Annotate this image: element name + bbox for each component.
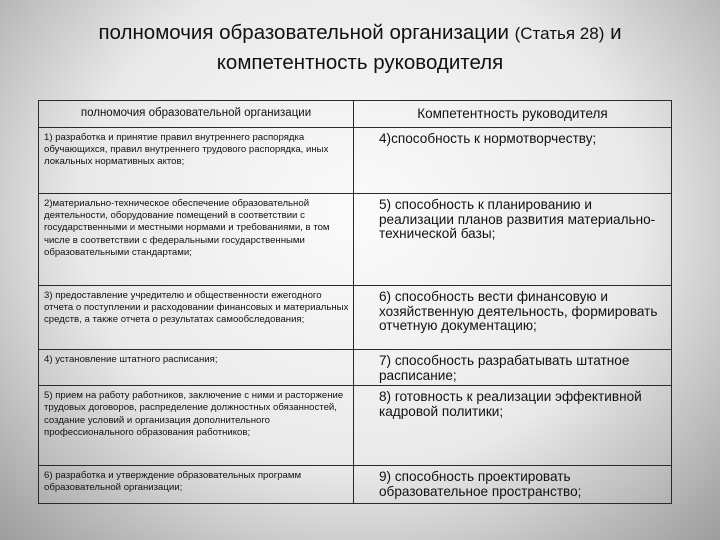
title-article-ref: (Статья 28): [514, 24, 605, 43]
competence-cell: 7) способность разрабатывать штатное расписание;: [354, 350, 672, 386]
table-row: [39, 286, 672, 350]
table-row: [39, 194, 672, 286]
title-line-1: [0, 18, 720, 48]
title-main-text: полномочия образовательной организации: [98, 21, 509, 44]
slide-title: [0, 18, 720, 77]
powers-competence-table: [38, 100, 672, 504]
header-competence: Компетентность руководителя: [354, 101, 672, 128]
power-cell: 4) установление штатного расписания;: [39, 350, 354, 386]
power-cell: 3) предоставление учредителю и общественности ежегодного отчета о поступлении и расходовании финансовых и материальных средств, а также отчета о результатах самообследования;: [39, 286, 354, 350]
table-header-row: [39, 101, 672, 128]
competence-cell: 6) способность вести финансовую и хозяйственную деятельность, формировать отчетную документацию;: [354, 286, 672, 350]
title-line-2: компетентность руководителя: [216, 51, 504, 74]
header-powers: полномочия образовательной организации: [39, 101, 354, 128]
table-row: [39, 128, 672, 194]
table-row: [39, 350, 672, 386]
power-cell: 5) прием на работу работников, заключение с ними и расторжение трудовых договоров, распределение должностных обязанностей, создание условий и организация дополнительного профессионального образования работников;: [39, 386, 354, 466]
table-row: [39, 386, 672, 466]
competence-cell: 4)способность к нормотворчеству;: [354, 128, 672, 194]
competence-cell: 5) способность к планированию и реализации планов развития материально-технической базы;: [354, 194, 672, 286]
competence-cell: 9) способность проектировать образовательное пространство;: [354, 466, 672, 504]
power-cell: 1) разработка и принятие правил внутреннего распорядка обучающихся, правил внутреннего трудового распорядка, иных локальных нормативных актов;: [39, 128, 354, 194]
table-row: [39, 466, 672, 504]
title-conjunction: и: [610, 21, 622, 44]
power-cell: 2)материально-техническое обеспечение образовательной деятельности, оборудование помещений в соответствии с государственными и местными нормами и требованиями, в том числе в соответствии с федеральными государственными образовательными стандартами;: [39, 194, 354, 286]
competence-cell: 8) готовность к реализации эффективной кадровой политики;: [354, 386, 672, 466]
power-cell: 6) разработка и утверждение образовательных программ образовательной организации;: [39, 466, 354, 504]
